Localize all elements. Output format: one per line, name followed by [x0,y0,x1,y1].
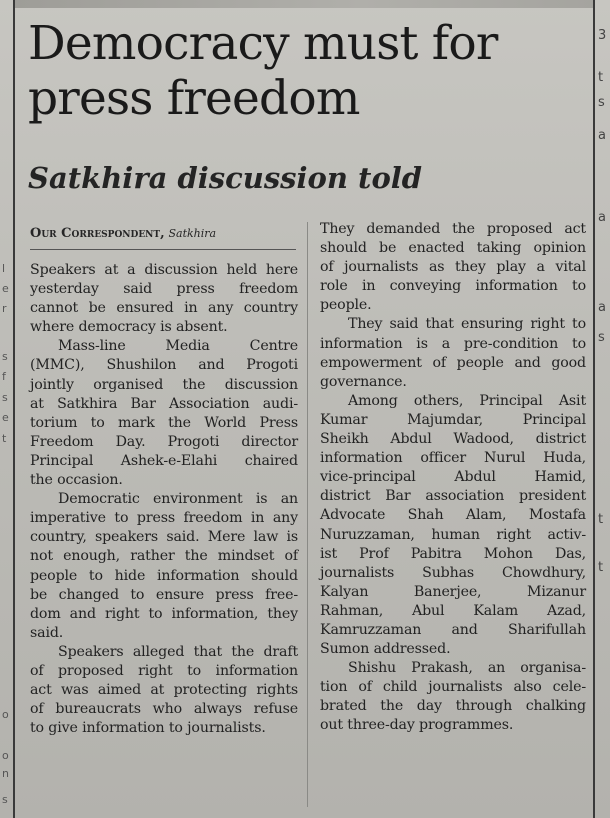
margin-fragment: t [598,512,604,527]
margin-fragment: n [2,767,9,780]
article-line: at Satkhira Bar Association audi- [30,395,298,412]
right-margin-fragments [596,0,610,818]
article-line: information officer Nurul Huda, [320,450,586,467]
margin-fragment: s [598,330,605,345]
article-line: torium to mark the World Press [30,414,298,431]
article-line: to give information to journalists. [30,720,266,737]
margin-fragment: a [598,128,606,143]
margin-fragment: s [598,95,605,110]
article-line: They said that ensuring right to [348,316,586,333]
margin-fragment: t [598,560,604,575]
margin-fragment: e [2,282,9,295]
article-line: cannot be ensured in any country [30,300,298,317]
headline-line: Democracy must for [28,16,498,71]
article-line: be changed to ensure press free- [30,586,298,603]
article-line: people. [320,297,372,314]
left-margin-fragments [0,0,13,818]
margin-fragment: l [2,262,6,275]
article-line: Speakers at a discussion held here [30,262,298,278]
article-line: Sumon addressed. [320,641,451,658]
article-line: Principal Ashek-e-Elahi chaired [30,452,298,469]
byline-name: Our Correspondent, [30,226,165,241]
margin-fragment: f [2,370,6,383]
margin-fragment: o [2,708,9,721]
article-line: information is a pre-condition to [320,335,586,352]
article-line: Advocate Shah Alam, Mostafa [320,507,586,524]
article-line: said. [30,624,64,641]
article-line: Nuruzzaman, human right activ- [320,526,586,543]
article-line: Kamruzzaman and Sharifullah [320,621,586,638]
margin-fragment: t [2,432,7,445]
article-line: They demanded the proposed act [320,221,586,237]
kicker-subheadline: Satkhira discussion told [28,161,423,195]
byline [30,224,295,243]
margin-fragment: a [598,210,606,225]
article-line: Rahman, Abul Kalam Azad, [320,602,586,619]
article-line: Mass-line Media Centre [58,338,298,355]
article-line: Kumar Majumdar, Principal [320,411,586,428]
margin-fragment: s [2,391,8,404]
article-column-1 [30,261,298,738]
margin-fragment: a [598,300,606,315]
previous-article-strip [15,0,593,8]
article-line: act was aimed at protecting rights [30,682,298,699]
article-line: journalists Subhas Chowdhury, [320,564,586,581]
article-line: district Bar association president [320,488,586,505]
article-line: (MMC), Shushilon and Progoti [30,357,298,374]
article-line: Speakers alleged that the draft [58,643,298,660]
margin-fragment: o [2,749,9,762]
article-line: vice-principal Abdul Hamid, [320,469,586,486]
article-line: out three-day programmes. [320,717,514,734]
article-line: brated the day through chalking [320,698,586,715]
article-line: Sheikh Abdul Wadood, district [320,431,586,448]
article-line: governance. [320,373,407,390]
article-line: Kalyan Banerjee, Mizanur [320,583,586,600]
byline-rule [30,249,296,250]
article-line: of bureaucrats who always refuse [30,701,298,718]
column-divider [307,222,308,807]
article-line: role in conveying information to [320,278,586,295]
article-line: Democratic environment is an [58,491,298,508]
article-line: the occasion. [30,472,123,489]
article-line: of journalists as they play a vital [320,259,586,276]
margin-fragment: e [2,411,9,424]
article-line: should be enacted taking opinion [320,240,586,257]
article-line: not enough, rather the mindset of [30,548,298,565]
headline [28,16,588,126]
margin-fragment: t [598,70,604,85]
right-column-rule [593,0,595,818]
article-line: where democracy is absent. [30,319,228,336]
article-line: imperative to press freedom in any [30,510,298,527]
article-line: ist Prof Pabitra Mohon Das, [320,545,586,562]
article-line: Shishu Prakash, an organisa- [348,660,586,677]
byline-place: Satkhira [168,227,217,240]
headline-line: press freedom [28,71,360,126]
article-line: tion of child journalists also cele- [320,679,586,696]
article-line: Among others, Principal Asit [348,392,586,409]
article-line: yesterday said press freedom [30,281,298,298]
article-line: of proposed right to information [30,662,298,679]
left-column-rule [13,0,15,818]
article-line: country, speakers said. Mere law is [30,529,298,546]
margin-fragment: s [2,793,8,806]
margin-fragment: 3 [598,28,607,43]
margin-fragment: s [2,350,8,363]
article-line: dom and right to information, they [30,605,298,622]
margin-fragment: r [2,302,7,315]
article-line: empowerment of people and good [320,354,586,371]
article-line: jointly organised the discussion [30,376,298,393]
article-line: Freedom Day. Progoti director [30,433,298,450]
article-line: people to hide information should [30,567,298,584]
article-column-2 [320,220,586,736]
